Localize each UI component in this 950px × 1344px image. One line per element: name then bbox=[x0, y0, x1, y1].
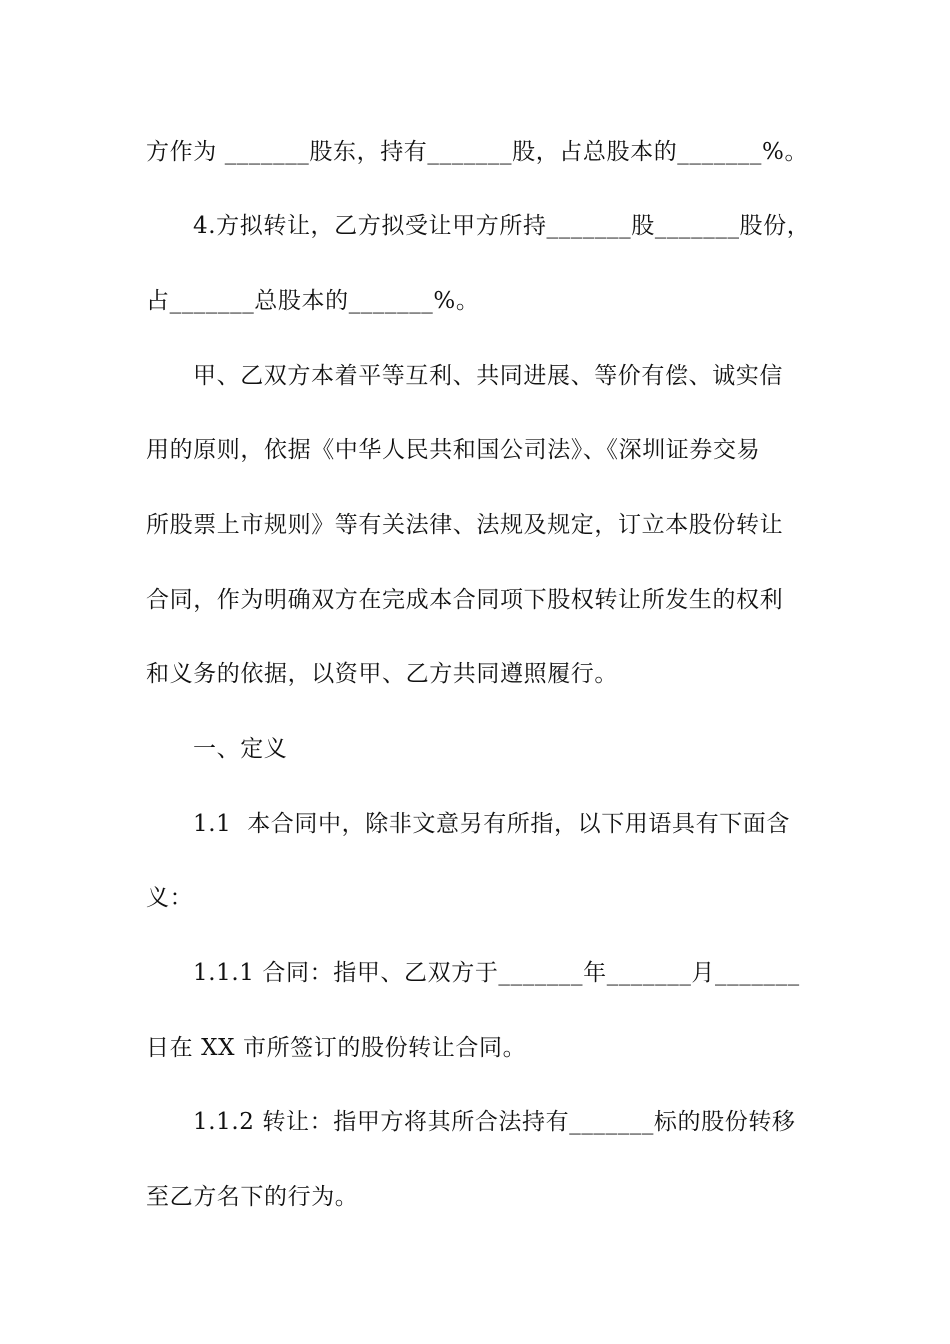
paragraph-line: 至乙方名下的行为。 bbox=[146, 1184, 359, 1210]
paragraph-line: 方作为 _______股东，持有_______股，占总股本的_______%。 bbox=[146, 139, 809, 165]
paragraph-line: 义： bbox=[146, 885, 194, 911]
paragraph-line: 甲、乙双方本着平等互利、共同进展、等价有偿、诚实信 bbox=[193, 363, 783, 389]
paragraph-line: 1.1.1 合同：指甲、乙双方于_______年_______月_______ bbox=[193, 960, 800, 986]
paragraph-line: 1.1.2 转让：指甲方将其所合法持有_______标的股份转移 bbox=[193, 1109, 796, 1135]
paragraph-line: 1.1 本合同中，除非文意另有所指，以下用语具有下面含 bbox=[193, 811, 790, 837]
paragraph-line: 所股票上市规则》等有关法律、法规及规定，订立本股份转让 bbox=[146, 512, 784, 538]
paragraph-line: 占_______总股本的_______%。 bbox=[146, 288, 480, 314]
paragraph-line: 日在 XX 市所签订的股份转让合同。 bbox=[146, 1035, 527, 1061]
paragraph-line: 合同，作为明确双方在完成本合同项下股权转让所发生的权利 bbox=[146, 587, 784, 613]
section-heading: 一、定义 bbox=[193, 736, 288, 762]
paragraph-line: 和义务的依据，以资甲、乙方共同遵照履行。 bbox=[146, 661, 618, 687]
paragraph-line: 4.方拟转让，乙方拟受让甲方所持_______股_______股份， bbox=[193, 213, 811, 239]
paragraph-line: 用的原则，依据《中华人民共和国公司法》、《深圳证券交易 bbox=[146, 437, 761, 463]
